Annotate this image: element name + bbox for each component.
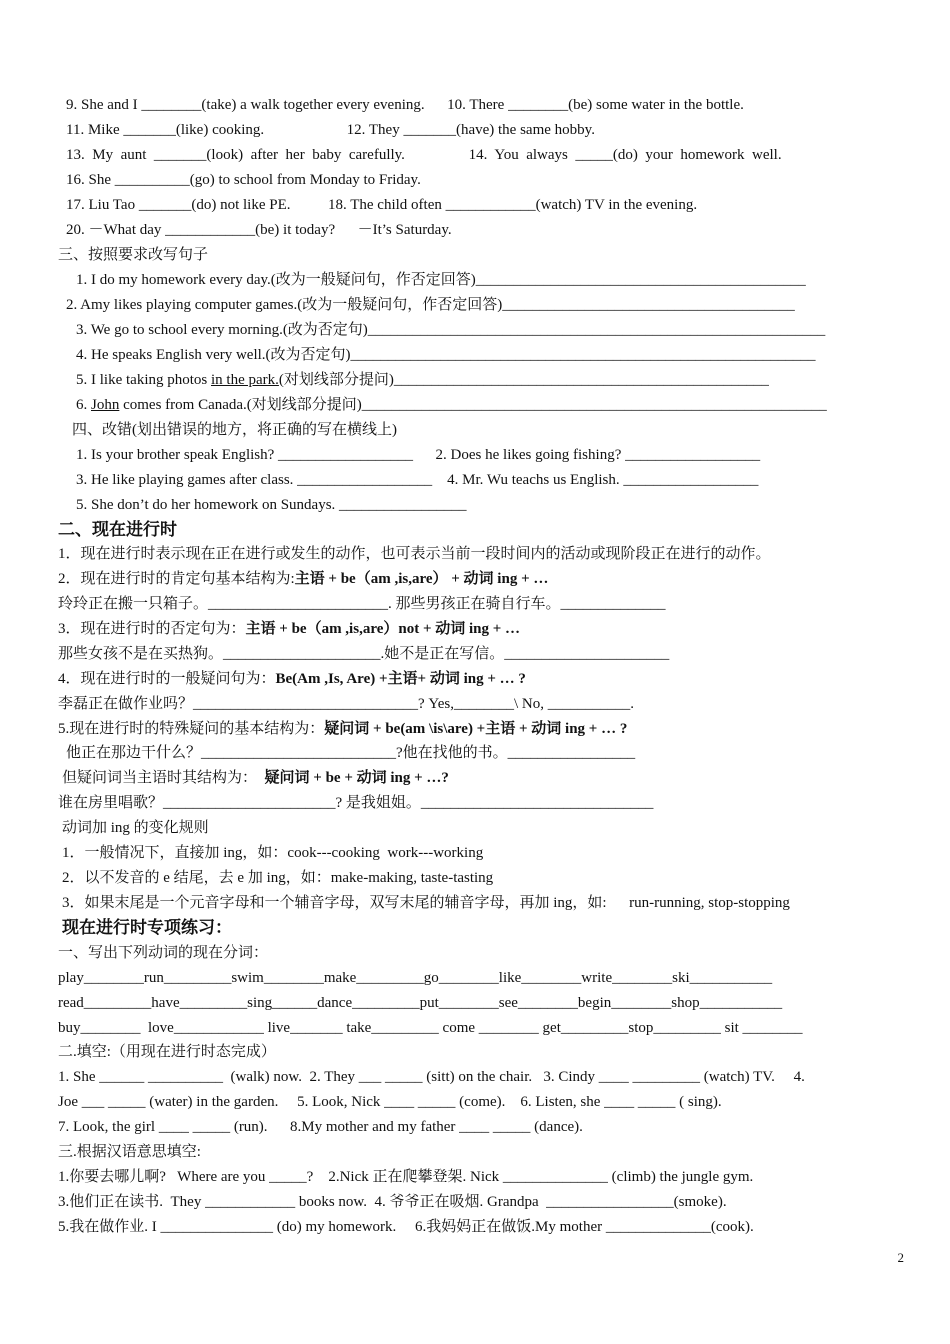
text-line: 3. We go to school every morning.(改为否定句)_____________________________________________________________ — [76, 322, 826, 338]
text-line: 1. Is your brother speak English? __________________ 2. Does he likes going fishing? __________________ — [76, 447, 761, 463]
text-line: 3. He like playing games after class. __________________ 4. Mr. Wu teachs us English. __________________ — [76, 472, 759, 488]
text-line: 1. I do my homework every day.(改为一般疑问句，作否定回答)____________________________________________ — [76, 272, 806, 288]
text-line: 动词加 ing 的变化规则 — [62, 820, 209, 836]
text-line: 二、现在进行时 — [58, 520, 177, 539]
text-line: 5. She don’t do her homework on Sundays. _________________ — [76, 497, 467, 513]
text-line: 谁在房里唱歌？_______________________? 是我姐姐。_______________________________ — [58, 795, 654, 811]
text-line: 那些女孩不是在买热狗。_____________________.她不是正在写信。______________________ — [58, 646, 670, 662]
page-number: 2 — [897, 1250, 904, 1265]
text-line: 二.填空:（用现在进行时态完成） — [58, 1044, 276, 1060]
text-line: 20. －What day ____________(be) it today? －It’s Saturday. — [66, 222, 452, 238]
line-text: 但疑问词当主语时其结构为： — [62, 770, 265, 786]
bold-structure-text: 疑问词 + be(am \is\are) +主语 + 动词 ing + … ? — [324, 721, 628, 737]
text-line: 5.我在做作业. I _______________ (do) my homework. 6.我妈妈正在做饭.My mother ______________(cook). — [58, 1219, 754, 1235]
line-text: 5. I like taking photos — [76, 372, 211, 388]
text-line: 四、改错(划出错误的地方，将正确的写在横线上) — [72, 422, 397, 438]
bold-structure-text: 疑问词 + be + 动词 ing + …? — [264, 770, 449, 786]
text-line: 3.他们正在读书. They ____________ books now. 4. 爷爷正在吸烟. Grandpa _________________(smoke). — [58, 1194, 727, 1210]
text-line — [58, 670, 526, 688]
line-text: 4．现在进行时的一般疑问句为： — [58, 671, 276, 687]
text-line: 他正在那边干什么？__________________________?他在找他的书。_________________ — [66, 745, 636, 761]
line-text: comes from Canada.(对划线部分提问)______________________________________________________________ — [119, 397, 827, 413]
text-line: 16. She __________(go) to school from Monday to Friday. — [66, 172, 421, 188]
text-line: 2．以不发音的 e 结尾，去 e 加 ing，如：make-making, taste-tasting — [62, 870, 494, 886]
text-line: 11. Mike _______(like) cooking. 12. They _______(have) the same hobby. — [66, 122, 595, 138]
text-line: 三、按照要求改写句子 — [58, 247, 209, 263]
text-line: 玲玲正在搬一只箱子。________________________. 那些男孩正在骑自行车。______________ — [58, 596, 666, 612]
line-text: (对划线部分提问)__________________________________________________ — [278, 372, 769, 388]
text-line: 1. She ______ __________ (walk) now. 2. They ___ _____ (sitt) on the chair. 3. Cindy ____ _________ (watch) TV. 4. — [58, 1069, 805, 1085]
bold-structure-text: Be(Am ,Is, Are) +主语+ 动词 ing + … ? — [275, 671, 526, 687]
bold-structure-text: 主语 + be（am ,is,are） + 动词 ing + … — [294, 571, 549, 587]
text-line: 李磊正在做作业吗？______________________________? Yes,________\ No, ___________. — [58, 696, 634, 712]
text-line: 三.根据汉语意思填空: — [58, 1144, 201, 1160]
text-line: play________run_________swim________make_________go________like________write________ski___________ — [58, 970, 773, 986]
bold-structure-text: 主语 + be（am ,is,are）not + 动词 ing + … — [245, 621, 521, 637]
text-line: 2. Amy likes playing computer games.(改为一般疑问句，作否定回答)_______________________________________ — [66, 297, 795, 313]
text-line — [58, 570, 548, 588]
text-line — [76, 396, 827, 414]
text-line: 3．如果末尾是一个元音字母和一个辅音字母，双写末尾的辅音字母，再加 ing，如: run-running, stop-stopping — [62, 895, 790, 911]
text-line — [58, 620, 520, 638]
text-line: 1．一般情况下，直接加 ing，如：cook---cooking work---working — [62, 845, 484, 861]
text-line: 17. Liu Tao _______(do) not like PE. 18. The child often ____________(watch) TV in the evening. — [66, 197, 698, 213]
line-text: 3．现在进行时的否定句为： — [58, 621, 246, 637]
text-line: 13. My aunt _______(look) after her baby carefully. 14. You always _____(do) your homework well. — [66, 147, 782, 163]
text-line — [76, 371, 769, 389]
text-line — [58, 720, 627, 738]
text-line: 现在进行时专项练习： — [62, 918, 232, 937]
text-line — [62, 769, 449, 787]
underlined-text: in the park. — [211, 372, 279, 388]
underlined-text: John — [91, 397, 120, 413]
line-text: 2．现在进行时的肯定句基本结构为: — [58, 571, 295, 587]
text-line: read_________have_________sing______dance_________put________see________begin________shop___________ — [58, 995, 783, 1011]
line-text: 6. — [76, 397, 91, 413]
text-line: 4. He speaks English very well.(改为否定句)______________________________________________________________ — [76, 347, 816, 363]
text-line: 一、写出下列动词的现在分词： — [58, 945, 269, 961]
text-line: Joe ___ _____ (water) in the garden. 5. Look, Nick ____ _____ (come). 6. Listen, she ____ _____ ( sing). — [58, 1094, 722, 1110]
text-line: 7. Look, the girl ____ _____ (run). 8.My mother and my father ____ _____ (dance). — [58, 1119, 583, 1135]
text-line: 9. She and I ________(take) a walk together every evening. 10. There ________(be) some water in the bottle. — [66, 97, 744, 113]
text-line: buy________ love____________ live_______ take_________ come ________ get_________stop_________ sit ________ — [58, 1020, 803, 1036]
text-line: 1.你要去哪儿啊? Where are you _____? 2.Nick 正在爬攀登架. Nick ______________ (climb) the jungle gym. — [58, 1169, 754, 1185]
text-line: 1．现在进行时表示现在正在进行或发生的动作，也可表示当前一段时间内的活动或现阶段正在进行的动作。 — [58, 546, 771, 562]
line-text: 5.现在进行时的特殊疑问的基本结构为： — [58, 721, 325, 737]
